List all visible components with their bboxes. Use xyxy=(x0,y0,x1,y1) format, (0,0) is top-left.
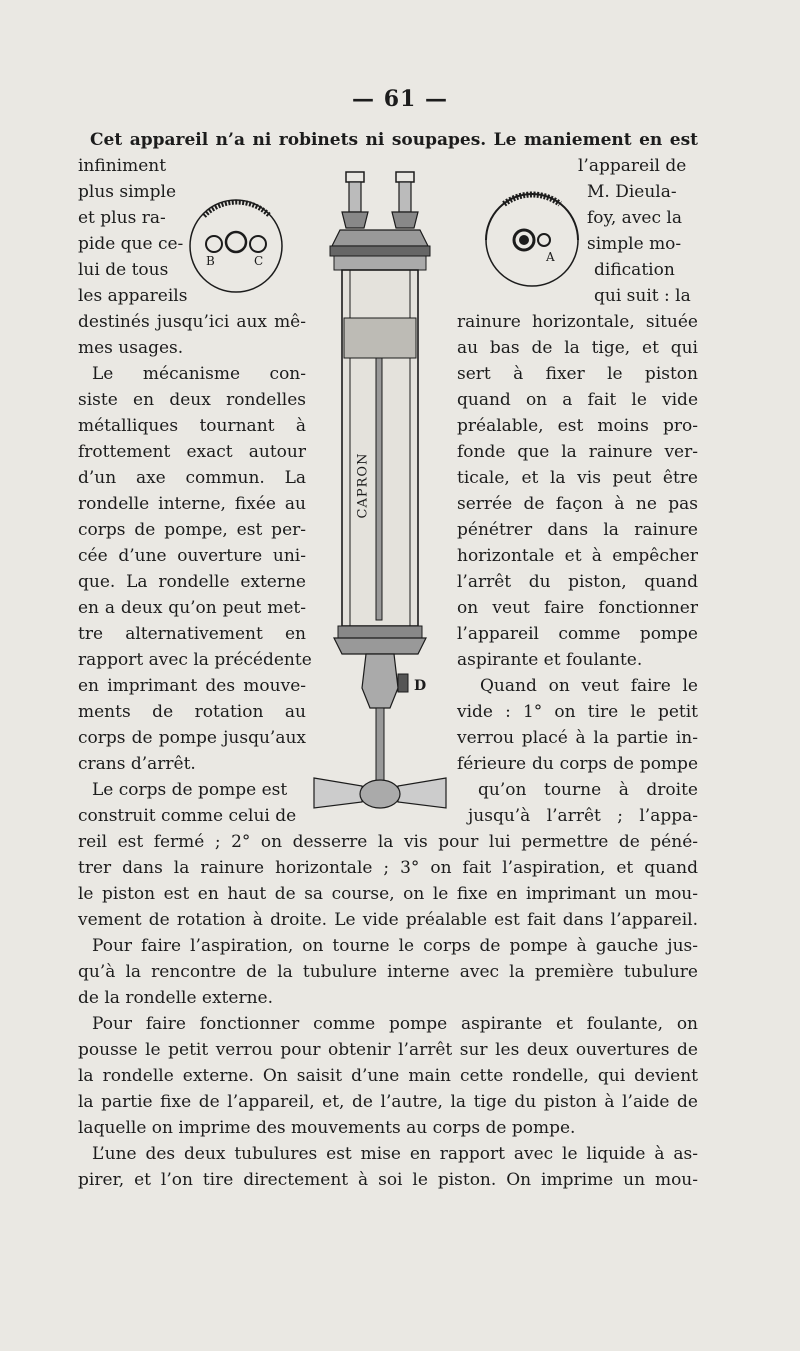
figure-label-d: D xyxy=(414,678,427,694)
right-line-18: on veut faire fonctionner xyxy=(457,598,698,618)
right-line-12: fonde que la rainure ver- xyxy=(457,442,698,462)
left-line-26: construit comme celui de xyxy=(78,806,297,826)
left-line-14: rondelle interne, fixée au xyxy=(78,494,306,514)
full-line-9: pousse le petit verrou pour obtenir l’arrêt sur les deux ouvertures de xyxy=(78,1040,698,1060)
right-line-13: ticale, et la vis peut être xyxy=(457,468,698,488)
left-line-10: siste en deux rondelles xyxy=(78,390,306,410)
left-line-13: d’un axe commun. La xyxy=(78,468,306,488)
right-line-7: rainure horizontale, située xyxy=(457,312,698,332)
full-line-10: la rondelle externe. On saisit d’une main cette rondelle, qui devient xyxy=(78,1066,698,1086)
left-line-8: mes usages. xyxy=(78,338,184,358)
left-line-22: ments de rotation au xyxy=(78,702,306,722)
left-line-21: en imprimant des mouve- xyxy=(78,676,306,696)
right-line-20: aspirante et foulante. xyxy=(457,650,643,670)
full-line-11: la partie fixe de l’appareil, et, de l’autre, la tige du piston à l’aide de xyxy=(78,1092,698,1112)
figure-label-b: B xyxy=(206,254,215,268)
left-line-12: frottement exact autour xyxy=(78,442,306,462)
left-line-25: Le corps de pompe est xyxy=(92,780,288,800)
left-line-18: en a deux qu’on peut met- xyxy=(78,598,306,618)
right-line-24: férieure du corps de pompe xyxy=(457,754,698,774)
right-line-14: serrée de façon à ne pas xyxy=(457,494,698,514)
left-line-6: les appareils xyxy=(78,286,188,306)
right-line-15: pénétrer dans la rainure xyxy=(457,520,698,540)
right-line-21: Quand on veut faire le xyxy=(480,676,698,696)
left-line-15: corps de pompe, est per- xyxy=(78,520,306,540)
right-line-25: qu’on tourne à droite xyxy=(478,780,698,800)
right-line-19: l’appareil comme pompe xyxy=(457,624,698,644)
right-line-5: dification xyxy=(594,260,675,280)
full-line-4: vement de rotation à droite. Le vide préalable est fait dans l’appareil. xyxy=(78,910,698,930)
left-line-5: lui de tous xyxy=(78,260,169,280)
left-line-3: et plus ra- xyxy=(78,208,166,228)
text-line-top: Cet appareil n’a ni robinets ni soupapes. Le maniement en est xyxy=(90,130,698,150)
right-line-22: vide : 1° on tire le petit xyxy=(457,702,698,722)
full-line-1: reil est fermé ; 2° on desserre la vis pour lui permettre de péné- xyxy=(78,832,698,852)
right-line-3: foy, avec la xyxy=(587,208,682,228)
full-line-12: laquelle on imprime des mouvements au corps de pompe. xyxy=(78,1118,576,1138)
figure-label-c: C xyxy=(254,254,264,268)
page-number: — 61 — xyxy=(352,86,448,112)
full-line-13: L’une des deux tubulures est mise en rapport avec le liquide à as- xyxy=(92,1144,698,1164)
right-line-2: M. Dieula- xyxy=(587,182,677,202)
full-line-14: pirer, et l’on tire directement à soi le piston. On imprime un mou- xyxy=(78,1170,698,1190)
left-line-7: destinés jusqu’ici aux mê- xyxy=(78,312,306,332)
right-line-10: quand on a fait le vide xyxy=(457,390,698,410)
right-line-23: verrou placé à la partie in- xyxy=(457,728,698,748)
right-line-4: simple mo- xyxy=(587,234,682,254)
left-line-20: rapport avec la précédente xyxy=(78,650,312,670)
figure-external-disc xyxy=(184,194,288,298)
figure-barrel-text: CAPRON xyxy=(355,452,371,519)
left-line-9: Le mécanisme con- xyxy=(92,364,306,384)
right-line-8: au bas de la tige, et qui xyxy=(457,338,698,358)
figure-internal-disc xyxy=(476,188,588,294)
right-line-6: qui suit : la xyxy=(594,286,691,306)
left-line-19: tre alternativement en xyxy=(78,624,306,644)
right-line-26: jusqu’à l’arrêt ; l’appa- xyxy=(468,806,698,826)
full-line-8: Pour faire fonctionner comme pompe aspirante et foulante, on xyxy=(92,1014,698,1034)
right-line-11: préalable, est moins pro- xyxy=(457,416,698,436)
left-line-4: pide que ce- xyxy=(78,234,184,254)
right-line-1: l’appareil de xyxy=(578,156,687,176)
right-line-17: l’arrêt du piston, quand xyxy=(457,572,698,592)
right-line-9: sert à fixer le piston xyxy=(457,364,698,384)
right-line-16: horizontale et à empêcher xyxy=(457,546,698,566)
left-line-23: corps de pompe jusqu’aux xyxy=(78,728,306,748)
full-line-7: de la rondelle externe. xyxy=(78,988,273,1008)
full-line-2: trer dans la rainure horizontale ; 3° on fait l’aspiration, et quand xyxy=(78,858,698,878)
left-line-17: que. La rondelle externe xyxy=(78,572,306,592)
figure-label-a: A xyxy=(546,250,555,264)
full-line-5: Pour faire l’aspiration, on tourne le corps de pompe à gauche jus- xyxy=(92,936,698,956)
full-line-6: qu’à la rencontre de la tubulure interne avec la première tubulure xyxy=(78,962,698,982)
left-line-16: cée d’une ouverture uni- xyxy=(78,546,306,566)
left-line-2: plus simple xyxy=(78,182,177,202)
left-line-24: crans d’arrêt. xyxy=(78,754,196,774)
full-line-3: le piston est en haut de sa course, on le fixe en imprimant un mou- xyxy=(78,884,698,904)
left-line-1: infiniment xyxy=(78,156,167,176)
figure-pump xyxy=(300,168,460,812)
left-line-11: métalliques tournant à xyxy=(78,416,306,436)
